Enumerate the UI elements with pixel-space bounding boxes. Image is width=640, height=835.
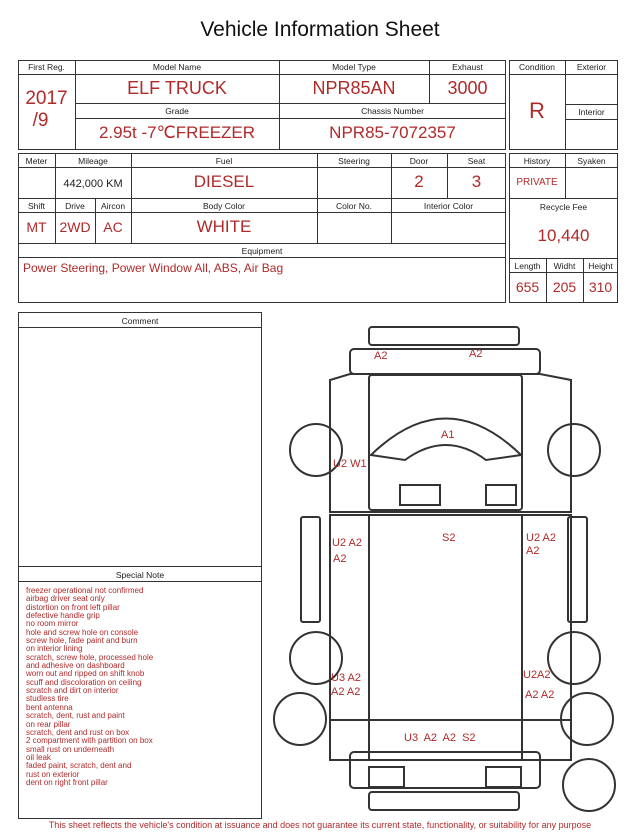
comment-label: Comment [121, 316, 159, 326]
special-note-line: bent antenna [26, 702, 73, 712]
model-name: ELF TRUCK [127, 78, 227, 98]
grade-value: 2.95t -7℃FREEZER [98, 123, 256, 142]
mark-windshield: A1 [441, 429, 455, 441]
condition-label: Condition [519, 62, 555, 72]
truck-damage-diagram [270, 318, 630, 818]
history-value: PRIVATE [516, 177, 558, 188]
disclaimer-footer: This sheet reflects the vehicle's condition at issuance and does not guarantee its current state, functionality, or suitability for any purpose [48, 820, 592, 830]
special-note-line: faded paint, scratch, dent and [26, 761, 132, 771]
special-note-line: distortion on front left pillar [26, 602, 120, 612]
shift-label: Shift [27, 201, 45, 211]
mark-front-bumper-left: A2 [374, 350, 388, 362]
drive-value: 2WD [59, 219, 91, 235]
special-note-line: hole and screw hole on console [26, 627, 139, 637]
first-reg-year: 2017 [25, 88, 68, 109]
page-title: Vehicle Information Sheet [200, 18, 440, 41]
special-note-line: on rear pillar [26, 719, 71, 729]
syaken-label: Syaken [577, 156, 606, 166]
equipment-value: Power Steering, Power Window All, ABS, Air Bag [23, 261, 284, 275]
equipment-label: Equipment [241, 246, 283, 256]
mileage-value: 442,000 KM [63, 178, 123, 190]
mark-right-door-2: A2 [526, 545, 540, 557]
length-value: 655 [515, 279, 540, 295]
condition-value: R [529, 98, 545, 123]
body-color-value: WHITE [196, 217, 252, 236]
shift-value: MT [26, 219, 47, 235]
length-label: Length [514, 261, 541, 271]
aircon-label: Aircon [100, 201, 126, 211]
special-note-line: worn out and ripped on shift knob [26, 669, 145, 679]
body-color-label: Body Color [202, 201, 246, 211]
history-label: History [523, 156, 551, 166]
model-name-label: Model Name [152, 62, 202, 72]
chassis-label: Chassis Number [361, 106, 424, 116]
mark-right-rear-1: U2A2 [523, 669, 551, 681]
model-type-label: Model Type [332, 62, 376, 72]
special-note-line: scuff and discoloration on ceiling [26, 677, 142, 687]
width-value: 205 [552, 279, 577, 295]
interior-color-label: Interior Color [423, 201, 474, 211]
drive-label: Drive [65, 201, 85, 211]
seat-value: 3 [471, 172, 482, 191]
special-note-line: and adhesive on dashboard [26, 661, 125, 671]
recycle-fee-label: Recycle Fee [539, 202, 588, 212]
special-note-line: no room mirror [26, 619, 79, 629]
recycle-fee-value: 10,440 [537, 226, 590, 245]
mark-left-door-2: A2 [333, 553, 347, 565]
aircon-value: AC [103, 219, 123, 235]
grade-label: Grade [165, 106, 189, 116]
special-note-line: scratch, screw hole, processed hole [26, 652, 154, 662]
fuel-value: DIESEL [193, 172, 255, 191]
interior-label: Interior [578, 107, 605, 117]
color-no-label: Color No. [336, 201, 372, 211]
special-note-line: scratch and dirt on interior [26, 686, 119, 696]
door-label: Door [409, 156, 429, 166]
special-note-line: scratch, dent and rust on box [26, 727, 130, 737]
mark-right-door-1: U2 A2 [526, 532, 556, 544]
mark-rear-panel: U3 A2 A2 S2 [404, 732, 476, 744]
first-reg-month: /9 [32, 110, 49, 131]
seat-label: Seat [467, 156, 486, 166]
special-note-line: screw hole, fade paint and burn [26, 636, 138, 646]
special-note-line: dent on right front pillar [26, 777, 108, 787]
steering-label: Steering [338, 156, 370, 166]
model-type: NPR85AN [312, 78, 396, 98]
first-reg-label: First Reg. [28, 62, 65, 72]
special-note-line: defective handle grip [26, 611, 100, 621]
special-note-line: studless tire [26, 694, 69, 704]
exterior-label: Exterior [576, 62, 607, 72]
width-label: Widht [553, 261, 576, 271]
fuel-label: Fuel [215, 156, 233, 166]
special-note-line: 2 compartment with partition on box [26, 736, 153, 746]
height-label: Height [588, 261, 613, 271]
special-note-line: oil leak [26, 752, 51, 762]
special-note-line: on interior lining [26, 644, 83, 654]
mileage-label: Mileage [78, 156, 108, 166]
special-note-line: freezer operational not confirmed [26, 586, 144, 595]
special-note-list [26, 587, 258, 787]
mark-left-front-pillar: U2 W1 [333, 458, 367, 470]
mark-left-rear-1: U3 A2 [331, 672, 361, 684]
door-value: 2 [414, 172, 424, 191]
mark-front-bumper-right: A2 [469, 348, 483, 360]
special-note-line: scratch, dent, rust and paint [26, 711, 125, 721]
mark-cargo: S2 [442, 532, 456, 544]
exhaust-label: Exhaust [452, 62, 483, 72]
mark-left-rear-2: A2 A2 [331, 686, 361, 698]
height-value: 310 [588, 279, 613, 295]
special-note-line: small rust on underneath [26, 744, 115, 754]
mark-left-door-1: U2 A2 [332, 537, 362, 549]
special-note-line: rust on exterior [26, 769, 80, 779]
special-note-label: Special Note [115, 570, 165, 580]
mark-right-rear-2: A2 A2 [525, 689, 555, 701]
chassis-value: NPR85-7072357 [329, 123, 456, 142]
meter-label: Meter [25, 156, 48, 166]
special-note-line: airbag driver seat only [26, 594, 105, 604]
exhaust-value: 3000 [447, 78, 488, 98]
